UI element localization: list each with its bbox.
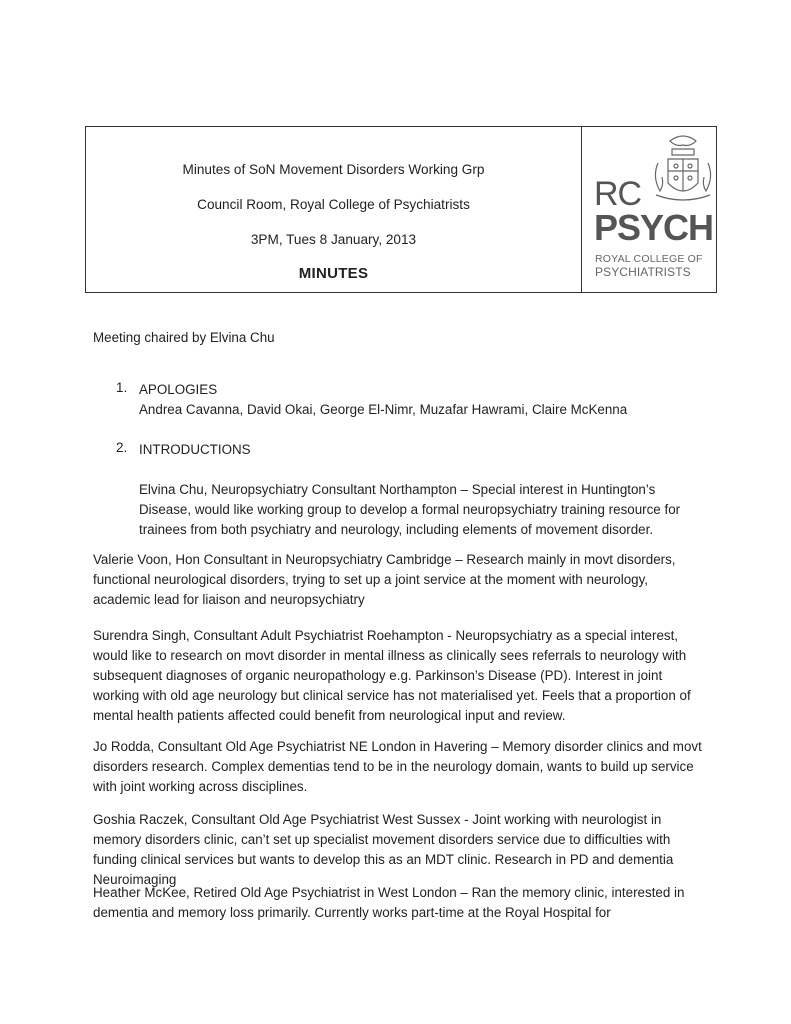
item-number: 2. (116, 440, 128, 455)
intro-heather-mckee: Heather McKee, Retired Old Age Psychiatrist in West London – Ran the memory clinic, interested in dementia and memory loss primarily. Currently works part-time at the Royal Hospital for (93, 885, 685, 920)
meeting-location: Council Room, Royal College of Psychiatrists (197, 197, 470, 212)
header-title-block (86, 127, 582, 292)
logo-block (582, 127, 716, 292)
apologies-list: Andrea Cavanna, David Okai, George El-Nimr, Muzafar Hawrami, Claire McKenna (139, 402, 628, 417)
chaired-by: Meeting chaired by Elvina Chu (93, 330, 275, 345)
intro-elvina-chu: Elvina Chu, Neuropsychiatry Consultant Northampton – Special interest in Huntington’s Disease, would like working group to develop a formal neuropsychiatry training resource for trainees from both psychiatry and neurology, including elements of movement disorder. (139, 482, 681, 537)
intro-valerie-voon: Valerie Voon, Hon Consultant in Neuropsychiatry Cambridge – Research mainly in movt disorders, functional neurological disorders, trying to set up a joint service at the moment with neurology, academic lead for liaison and neuropsychiatry (93, 552, 676, 607)
crest-icon (650, 133, 716, 213)
item-title-apologies: APOLOGIES (139, 382, 218, 397)
item-number: 1. (116, 380, 128, 395)
rcpsych-logo (594, 133, 716, 283)
intro-surendra-singh: Surendra Singh, Consultant Adult Psychiatrist Roehampton - Neuropsychiatry as a special interest, would like to research on movt disorder in mental illness as clinically sees referrals to neurology with subsequent diagnoses of organic neuropathology e.g. Parkinson’s Disease (PD). Interest in joint working with old age neurology but clinical service has not materialised yet. Feels that a proportion of mental health patients affected could benefit from neurological input and review. (93, 628, 691, 723)
logo-psych: PSYCH (594, 207, 714, 248)
header-box (85, 126, 717, 293)
logo-rc: RC (594, 175, 642, 213)
document-heading: MINUTES (298, 265, 369, 282)
item-title-introductions: INTRODUCTIONS (139, 442, 251, 457)
intro-goshia-raczek: Goshia Raczek, Consultant Old Age Psychiatrist West Sussex - Joint working with neurologist in memory disorders clinic, can’t set up specialist movement disorders service due to difficulties with funding clinical services but wants to develop this as an MDT clinic. Research in PD and dementia Neuroimaging (93, 812, 674, 887)
logo-college-line1: ROYAL COLLEGE OF (595, 253, 703, 265)
meeting-title: Minutes of SoN Movement Disorders Working Grp (182, 162, 485, 177)
intro-jo-rodda: Jo Rodda, Consultant Old Age Psychiatrist NE London in Havering – Memory disorder clinics and movt disorders research. Complex dementias tend to be in the neurology domain, wants to build up service with joint working across disciplines. (93, 739, 702, 794)
logo-college-line2: PSYCHIATRISTS (595, 265, 691, 279)
meeting-datetime: 3PM, Tues 8 January, 2013 (250, 232, 417, 247)
